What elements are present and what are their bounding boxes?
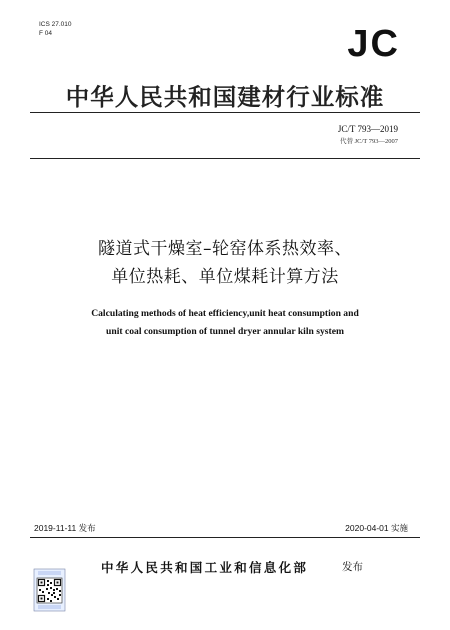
ics-code: ICS 27.010 [39, 21, 72, 28]
qr-code-icon [33, 568, 66, 612]
standard-type-title: 中华人民共和国建材行业标准 [65, 83, 385, 111]
english-title-line-2: unit coal consumption of tunnel dryer annular kiln system [106, 326, 344, 337]
implementation-date: 2020-04-01 实施 [345, 523, 408, 533]
chinese-title-line-2: 单位热耗、单位煤耗计算方法 [111, 267, 339, 287]
top-divider [30, 112, 420, 113]
issue-date: 2019-11-11 发布 [34, 523, 96, 533]
standard-number: JC/T 793—2019 [337, 124, 398, 134]
ics-classification [39, 20, 72, 38]
english-title-line-1: Calculating methods of heat efficiency,unit heat consumption and [91, 308, 359, 319]
publish-label: 发布 [342, 561, 363, 573]
header-divider [30, 158, 420, 159]
jc-logo: JC [347, 23, 400, 65]
category-code: F 04 [39, 30, 53, 37]
chinese-title-line-1: 隧道式干燥室–轮窑体系热效率、 [98, 239, 352, 259]
footer-divider [30, 537, 420, 538]
replaces-standard: 代替 JC/T 793—2007 [339, 138, 398, 145]
issuing-authority: 中华人民共和国工业和信息化部 [101, 560, 309, 575]
